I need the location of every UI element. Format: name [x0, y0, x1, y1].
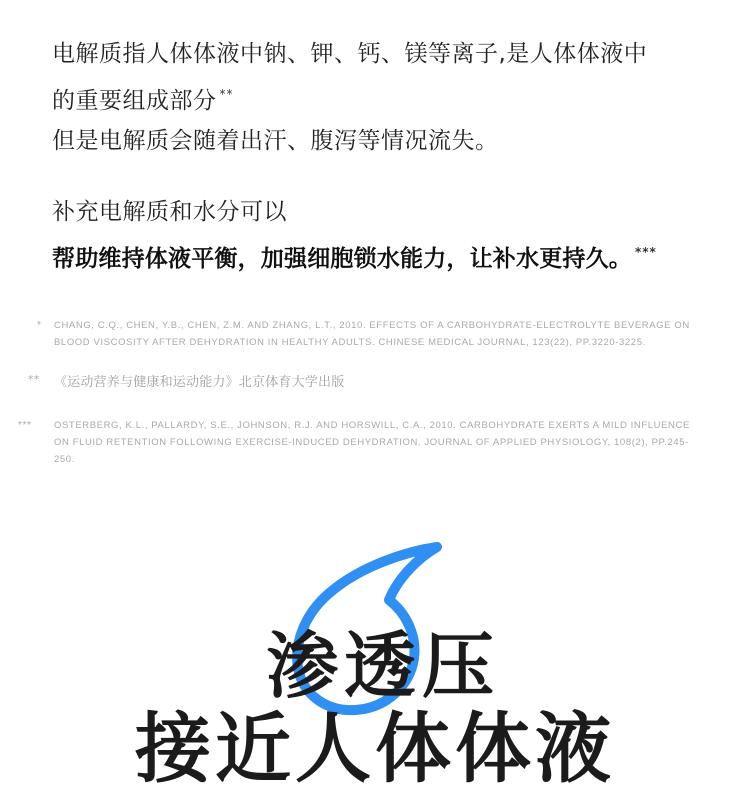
hero-title-line-1: 渗透压: [265, 624, 500, 708]
benefit-line-1: 补充电解质和水分可以: [52, 199, 287, 225]
intro-line-2-text: 的重要组成部分: [52, 88, 217, 114]
reference-3-text: OSTERBERG, K.L., PALLARDY, S.E., JOHNSON, R.J. AND HORSWILL, C.A., 2010. CARBOHYDRATE EXERTS A MILD INFLUENCE ON FLUID RETENTION FOLLOWING EXERCISE-INDUCED DEHYDRATION. JOURNAL OF APPLIED PHYSIOLOGY, 108(2), PP.245-250.: [54, 420, 690, 465]
reference-3-mark: ***: [18, 420, 32, 431]
intro-paragraph: [52, 34, 712, 161]
benefit-line-2-text: 帮助维持体液平衡，加强细胞锁水能力，让补水更持久。: [52, 246, 632, 272]
hero-title-line-2: 接近人体体液: [135, 704, 615, 793]
intro-line-1: 电解质指人体体液中钠、钾、钙、镁等离子,是人体体液中: [52, 41, 648, 67]
benefit-line-2: [52, 232, 732, 279]
footnote-mark-2: **: [219, 87, 234, 101]
reference-2: [28, 373, 694, 391]
benefit-paragraph: [52, 192, 732, 279]
reference-1: [37, 317, 694, 351]
reference-2-text: 《运动营养与健康和运动能力》北京体育大学出版: [54, 375, 345, 390]
reference-1-mark: *: [37, 320, 42, 331]
intro-line-2: [52, 74, 712, 121]
hero-section: [0, 520, 750, 792]
footnote-mark-3: ***: [635, 245, 657, 259]
reference-3: [18, 417, 704, 468]
reference-1-text: CHANG, C.Q., CHEN, Y.B., CHEN, Z.M. AND ZHANG, L.T., 2010. EFFECTS OF A CARBOHYDRATE-ELECTROLYTE BEVERAGE ON BLOOD VISCOSITY AFTER DEHYDRATION IN HEALTHY ADULTS. CHINESE MEDICAL JOURNAL, 123(22), PP.3220-3225.: [54, 320, 690, 348]
reference-2-mark: **: [28, 373, 40, 386]
intro-line-3: 但是电解质会随着出汗、腹泻等情况流失。: [52, 128, 499, 154]
